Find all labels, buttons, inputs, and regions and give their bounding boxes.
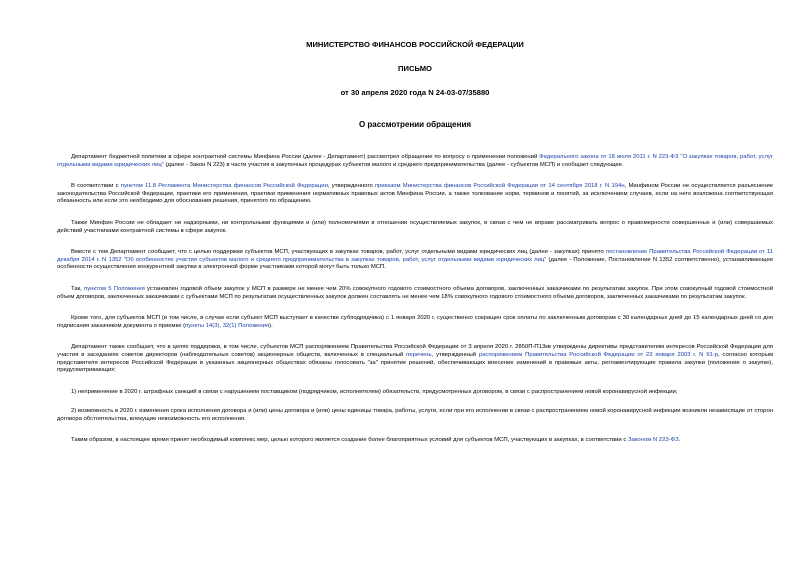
paragraph-text: (далее - Закон N 223) в части участия в закупочных процедурах субъектов малого и среднего предпринимательства (далее - субъектов МСП) и сообщает следующее. bbox=[163, 161, 624, 168]
paragraph-text: Вместе с тем Департамент сообщает, что с целью поддержки субъектов МСП, участвующих в закупках товаров, работ, услуг отдельными видами юридических лиц (далее - закупках) принято bbox=[71, 249, 606, 256]
paragraph-text: Таким образом, в настоящее время принят необходимый комплекс мер, целью которого является создание более благоприятных условий для субъектов МСП, участвующих в закупках, в соответствии с bbox=[71, 437, 628, 444]
paragraph-text: Так, bbox=[71, 285, 85, 292]
paragraph-text: 2) возможность в 2020 г. изменения срока исполнения договора и (или) цены договора и (или) цены единицы товара, работы, услуги, если при его исполнении в связи с распространением новой коронавирусной инфекции возникли независящие от сторон договора обстоятельства, влекущие невозможность его исполнения. bbox=[57, 408, 773, 422]
document-body bbox=[57, 40, 773, 459]
paragraph-text: Департамент также сообщает, что в целях поддержки, в том числе, субъектов МСП распоряжением Правительства Российской Федерации от 3 апреля 2020 г. 2850П-П13кв утверждены директивы представителям интересов Российской Федерации для участия в заседаниях советов директоров (наблюдательных советов) акционерных обществ, включенных в специальный bbox=[57, 344, 773, 358]
paragraph-10 bbox=[57, 437, 773, 445]
paragraph-text: 1) неприменение в 2020 г. штрафных санкций в связи с нарушением поставщиком (подрядчиком, исполнителем) обязательств, предусмотренных договором, в связи с распространением новой коронавирусной инфекции; bbox=[71, 388, 678, 395]
link-regulation-11-8[interactable]: пунктом 11.8 Регламента Министерства финансов Российской Федерации bbox=[120, 183, 328, 190]
paragraph-text: , согласно которым представителя интересов Российской Федерации в указанных акционерных обществах обязаны голосовать "за" принятие решений, обеспечивающих внесение изменений в правовые акты, регламентирующие правила закупки (положение о закупке), предусматривающих: bbox=[57, 351, 773, 374]
ministry-title: МИНИСТЕРСТВО ФИНАНСОВ РОССИЙСКОЙ ФЕДЕРАЦИИ bbox=[306, 40, 524, 49]
paragraph-text: Кроме того, для субъектов МСП (в том числе, в случае если субъект МСП выступает в качестве субподрядчика) с 1 января 2020 г. существенно сокращен срок оплаты по заключенным договорам с 30 календарных дней до 15 календарных дней со дня подписания заказчиком документа о приемке ( bbox=[57, 315, 773, 329]
paragraph-text: , утвержденный bbox=[431, 351, 479, 358]
document-date-number: от 30 апреля 2020 года N 24-03-07/35880 bbox=[340, 88, 490, 97]
paragraph-9 bbox=[57, 408, 773, 423]
link-point-5[interactable]: пунктом 5 Положения bbox=[84, 285, 145, 292]
paragraph-text: ). bbox=[269, 322, 273, 329]
paragraph-2 bbox=[57, 183, 773, 206]
paragraph-text: Департамент бюджетной политики в сфере контрактной системы Минфина России (далее - Департамент) рассмотрел обращение по вопросу о применении положений bbox=[71, 154, 540, 160]
link-federal-law-223[interactable]: Федерального закона от 18 июля 2011 г. N 223-ФЗ "О закупках товаров, работ, услуг отдельными видами юридических лиц" bbox=[57, 154, 773, 168]
document-type: ПИСЬМО bbox=[398, 64, 432, 73]
paragraph-text: , утвержденного bbox=[327, 183, 375, 190]
paragraph-text: (далее - Положение, Постановление N 1352 соответственно), устанавливающее особенности осуществления конкурентной закупки в электронной форме участниками которой могут быть только МСП. bbox=[57, 256, 774, 271]
paragraph-3 bbox=[57, 220, 773, 235]
paragraph-8 bbox=[57, 389, 773, 397]
link-points-14-3-32-1[interactable]: пункты 14(3), 32(1) Положения bbox=[185, 322, 270, 329]
link-law-223-fz[interactable]: Законом N 223-ФЗ bbox=[627, 437, 679, 444]
paragraph-text: Также Минфин России не обладает ни надзорными, ни контрольными функциями и (или) полномочиями в отношении осуществляемых закупок, в связи с чем не вправе рассматривать вопрос о правомерности совершенных и (или) совершаемых действий участниками контрактной системы в сфере закупок. bbox=[57, 219, 773, 234]
paragraph-4 bbox=[57, 249, 773, 272]
link-decree-1352[interactable]: постановление Правительства Российской Федерации от 11 декабря 2014 г. N 1352 "Об особенностях участия субъектов малого и среднего предпринимательства в закупках товаров, работ, услуг отдельными видами юридических лиц" bbox=[57, 249, 773, 263]
paragraph-1 bbox=[57, 154, 773, 169]
paragraph-text: . bbox=[678, 437, 681, 444]
paragraph-text: , Минфином России не осуществляется разъяснение законодательства Российской Федерации, практики его применения, практики применения нормативных правовых актов Минфина России, а также толкование норм, терминов и понятий, за исключением случаев, если на него возложена соответствующая обязанность или если это необходимо для обоснования решения, принятого по обращению. bbox=[57, 183, 774, 205]
paragraph-text: В соответствии с bbox=[71, 183, 121, 190]
link-order-194n[interactable]: приказом Министерства финансов Российской Федерации от 14 сентября 2018 г. N 194н bbox=[374, 183, 625, 190]
paragraph-text: установлен годовой объем закупок у МСП в размере не менее чем 20% совокупного годового стоимостного объема договоров, заключенных заказчиками по результатам закупок. При этом совокупный годовой стоимостной объем договоров, заключенных заказчиками с субъектами МСП по результатам осуществленных закупок должен составлять не менее чем 18% совокупного годового стоимостного объема договоров, заключенных заказчиками по результатам закупок. bbox=[57, 285, 773, 300]
paragraph-5 bbox=[57, 286, 773, 301]
document-subject: О рассмотрении обращения bbox=[358, 120, 472, 129]
paragraph-7 bbox=[57, 344, 773, 374]
link-order-91-r[interactable]: распоряжением Правительства Российской Федерации от 23 января 2003 г. N 91-р bbox=[478, 351, 718, 358]
paragraph-6 bbox=[57, 315, 773, 330]
link-list[interactable]: перечень bbox=[406, 351, 432, 358]
